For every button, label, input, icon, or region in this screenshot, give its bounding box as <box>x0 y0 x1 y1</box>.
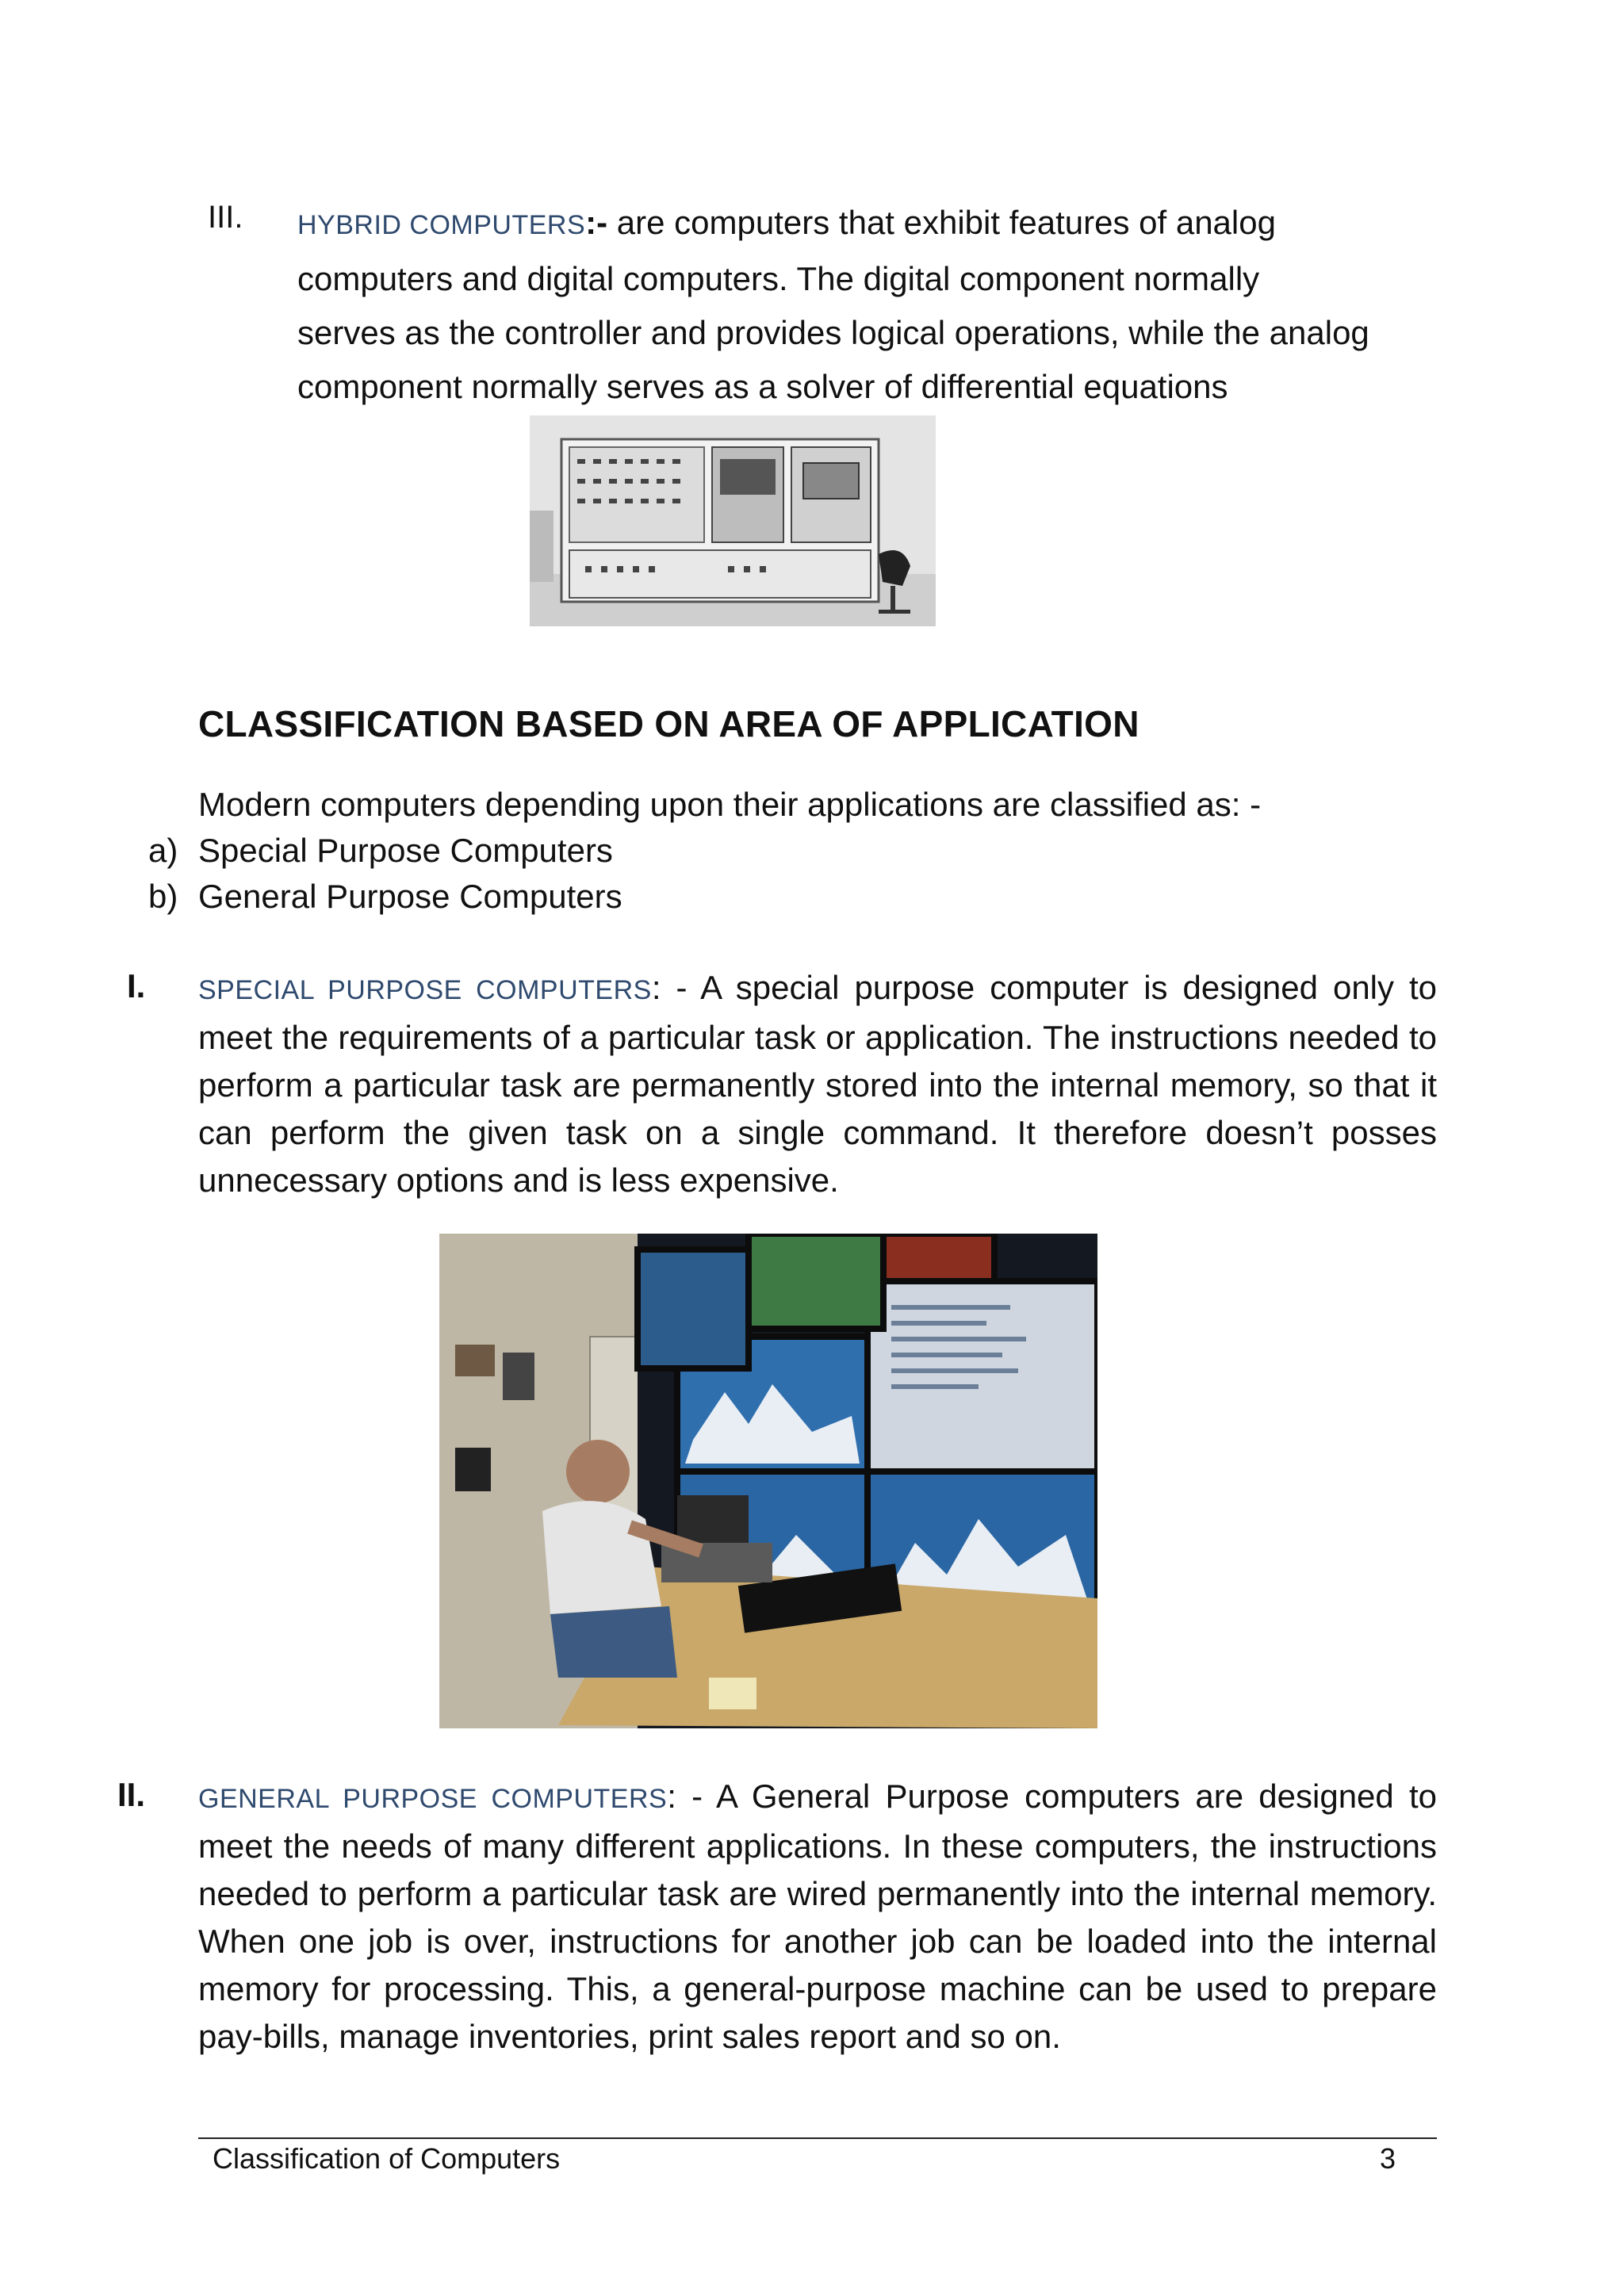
list-marker: b) <box>148 878 178 915</box>
special-numeral: I. <box>127 967 146 1004</box>
section-heading: CLASSIFICATION BASED ON AREA OF APPLICATION <box>198 703 1139 744</box>
special-term: SPECIAL PURPOSE COMPUTERS <box>198 975 652 1005</box>
hybrid-term: HYBRID COMPUTERS <box>297 210 586 240</box>
special-paragraph <box>198 964 1437 1204</box>
hybrid-line: computers and digital computers. The digital component normally <box>297 260 1260 297</box>
hybrid-numeral: III. <box>208 200 243 235</box>
list-marker: a) <box>148 832 178 869</box>
hybrid-paragraph <box>297 196 1447 414</box>
general-text: : - A General Purpose computers are designed to meet the needs of many different applications. In these computers, the instructions needed to perform a particular task are wired permanently into the internal memory. When one job is over, instructions for another job can be loaded into the internal memory for processing. This, a general-purpose machine can be used to prepare pay-bills, manage inventories, print sales report and so on. <box>198 1777 1438 2055</box>
hybrid-lead-text: are computers that exhibit features of analog <box>607 204 1276 241</box>
list-item <box>148 874 178 920</box>
footer-title: Classification of Computers <box>213 2142 561 2175</box>
section-intro: Modern computers depending upon their applications are classified as: - <box>198 786 1262 823</box>
list-item <box>148 828 178 874</box>
hybrid-line: component normally serves as a solver of differential equations <box>297 368 1228 405</box>
list-item-label: General Purpose Computers <box>198 878 622 915</box>
list-item-label: Special Purpose Computers <box>198 832 613 869</box>
hybrid-computer-illustration <box>530 415 936 626</box>
hybrid-computer-photo <box>530 415 936 626</box>
hybrid-line: serves as the controller and provides logical operations, while the analog <box>297 314 1369 351</box>
page-number: 3 <box>1380 2142 1396 2175</box>
special-text: : - A special purpose computer is designed only to meet the requirements of a particular task or application. The instructions needed to perform a particular task are permanently stored into the internal memory, so that it can perform the given task on a single command. It therefore doesn’t posses unnecessary options and is less expensive. <box>198 969 1437 1199</box>
hybrid-first-line <box>297 196 1447 252</box>
control-room-photo <box>439 1234 1097 1728</box>
general-numeral: II. <box>117 1776 146 1813</box>
control-room-illustration <box>439 1234 1097 1728</box>
general-term: GENERAL PURPOSE COMPUTERS <box>198 1784 668 1814</box>
hybrid-separator: :- <box>585 204 608 241</box>
general-paragraph <box>198 1773 1437 2061</box>
footer-divider <box>198 2137 1437 2139</box>
